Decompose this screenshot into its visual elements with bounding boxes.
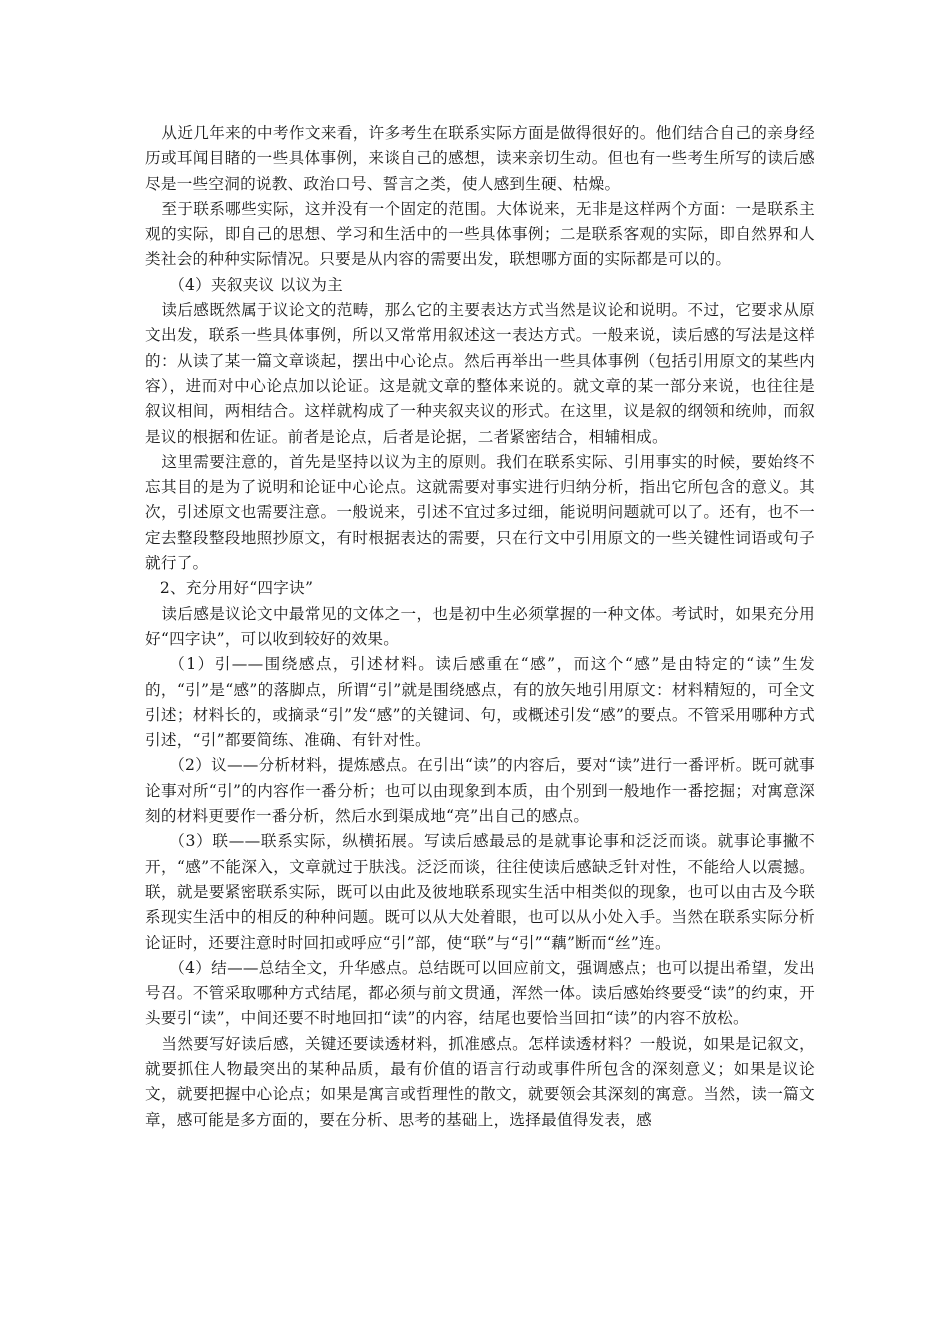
paragraph-step-discuss: （2）议——分析材料，提炼感点。在引出“读”的内容后，要对“读”进行一番评析。既可就事论事对所“引”的内容作一番分析；也可以由现象到本质，由个别到一般地作一番挖掘；对寓意深刻的材料更要作一番分析，然后水到渠成地“亮”出自己的感点。 xyxy=(145,756,815,826)
paragraph-step-cite: （1）引——围绕感点，引述材料。读后感重在“感”，而这个“感”是由特定的“读”生发的，“引”是“感”的落脚点，所谓“引”就是围绕感点，有的放矢地引用原文：材料精短的，可全文引述；材料长的，或摘录“引”发“感”的关键词、句，或概述引发“感”的要点。不管采用哪种方式引述，“引”都要简练、准确、有针对性。 xyxy=(145,655,815,750)
document-body xyxy=(145,121,815,1133)
paragraph-argument-principle: 这里需要注意的，首先是坚持以议为主的原则。我们在联系实际、引用事实的时候，要始终不忘其目的是为了说明和论证中心论点。这就需要对事实进行归纳分析，指出它所包含的意义。其次，引述原文也需要注意。一般说来，引述不宜过多过细，能说明问题就可以了。还有，也不一定去整段整段地照抄原文，有时根据表达的需要，只在行文中引用原文的一些关键性词语或句子就行了。 xyxy=(145,452,815,573)
section-heading-narrate-argue: （4）夹叙夹议 以议为主 xyxy=(169,275,343,294)
paragraph-practice-scope: 至于联系哪些实际，这并没有一个固定的范围。大体说来，无非是这样两个方面：一是联系主观的实际，即自己的思想、学习和生活中的一些具体事例；二是联系客观的实际，即自然界和人类社会的种种实际情况。只要是从内容的需要出发，联想哪方面的实际都是可以的。 xyxy=(145,199,815,269)
paragraph-read-thoroughly: 当然要写好读后感，关键还要读透材料，抓准感点。怎样读透材料？一般说，如果是记叙文，就要抓住人物最突出的某种品质，最有价值的语言行动或事件所包含的深刻意义；如果是议论文，就要把握中心论点；如果是寓言或哲理性的散文，就要领会其深刻的寓意。当然，读一篇文章，感可能是多方面的，要在分析、思考的基础上，选择最值得发表，感 xyxy=(145,1034,815,1129)
paragraph-four-characters-intro: 读后感是议论文中最常见的文体之一，也是初中生必须掌握的一种文体。考试时，如果充分用好“四字诀”，可以收到较好的效果。 xyxy=(145,604,815,648)
section-heading-four-characters: 2、充分用好“四字诀” xyxy=(159,579,314,598)
paragraph-step-connect: （3）联——联系实际，纵横拓展。写读后感最忌的是就事论事和泛泛而谈。就事论事撇不开，“感”不能深入，文章就过于肤浅。泛泛而谈，往往使读后感缺乏针对性，不能给人以震撼。联，就是要紧密联系实际，既可以由此及彼地联系现实生活中相类似的现象，也可以由古及今联系现实生活中的相反的种种问题。既可以从大处着眼，也可以从小处入手。当然在联系实际分析论证时，还要注意时时回扣或呼应“引”部，使“联”与“引”“藕”断而“丝”连。 xyxy=(145,832,815,952)
paragraph-exam-practice: 从近几年来的中考作文来看，许多考生在联系实际方面是做得很好的。他们结合自己的亲身经历或耳闻目睹的一些具体事例，来谈自己的感想，读来亲切生动。但也有一些考生所写的读后感尽是一些空洞的说教、政治口号、誓言之类，使人感到生硬、枯燥。 xyxy=(145,124,815,193)
paragraph-step-conclude: （4）结——总结全文，升华感点。总结既可以回应前文，强调感点；也可以提出希望，发出号召。不管采取哪种方式结尾，都必须与前文贯通，浑然一体。读后感始终要受“读”的约束，开头要引“读”，中间还要不时地回扣“读”的内容，结尾也要恰当回扣“读”的内容不放松。 xyxy=(145,958,815,1028)
paragraph-argument-category: 读后感既然属于议论文的范畴，那么它的主要表达方式当然是议论和说明。不过，它要求从原文出发，联系一些具体事例，所以又常常用叙述这一表达方式。一般来说，读后感的写法是这样的：从读了某一篇文章谈起，摆出中心论点。然后再举出一些具体事例（包括引用原文的某些内容），进而对中心论点加以论证。这是就文章的整体来说的。就文章的某一部分来说，也往往是叙议相间，两相结合。这样就构成了一种夹叙夹议的形式。在这里，议是叙的纲领和统帅，而叙是议的根据和佐证。前者是论点，后者是论据，二者紧密结合，相辅相成。 xyxy=(145,301,815,446)
